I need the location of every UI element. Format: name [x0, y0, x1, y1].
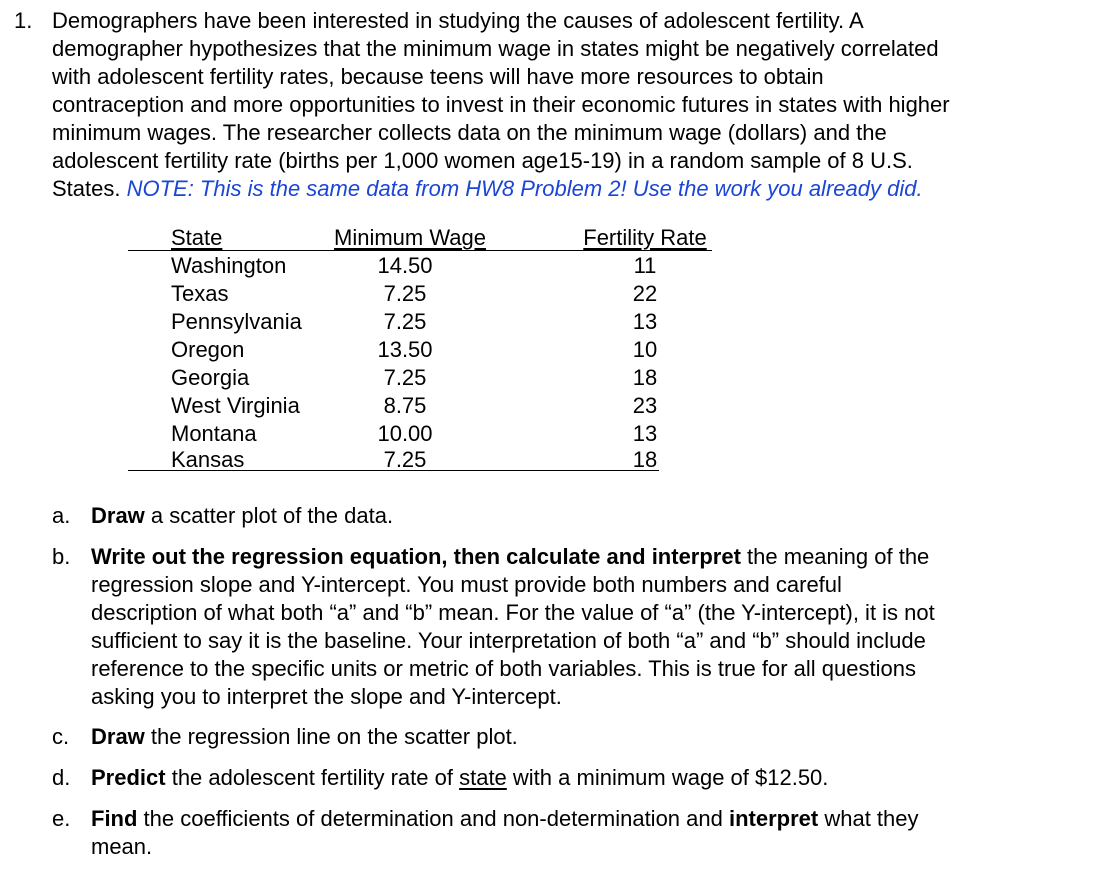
table-cell-state: West Virginia [171, 393, 300, 418]
table-cell-rate: 23 [632, 393, 658, 418]
underlined-word: state [459, 765, 507, 790]
question-text [91, 723, 1051, 751]
question-keyword: Predict [91, 765, 166, 790]
table-cell-wage: 7.25 [383, 447, 427, 472]
intro-last-line-prefix: States. [52, 176, 127, 201]
table-cell-state: Georgia [171, 365, 250, 390]
question-keyword: Draw [91, 503, 145, 528]
table-cell-wage: 14.50 [377, 253, 433, 278]
table-cell-state: Texas [171, 281, 229, 306]
table-header-wage: Minimum Wage [334, 225, 486, 250]
table-cell-rate: 11 [633, 253, 657, 278]
table-cell-state: Pennsylvania [171, 309, 302, 334]
question-post: what they [818, 806, 919, 831]
question-label: e. [52, 806, 71, 831]
question-line: mean. [91, 834, 153, 859]
question-rest: the meaning of the [740, 544, 930, 569]
question-line: sufficient to say it is the baseline. Your interpretation of both “a” and “b” should include [91, 628, 926, 653]
question-line: regression slope and Y-intercept. You must provide both numbers and careful [91, 572, 842, 597]
question-mid: the coefficients of determination and non-determination and [137, 806, 729, 831]
table-cell-state: Washington [171, 253, 287, 278]
table-cell-state: Kansas [171, 447, 245, 472]
question-pre: the adolescent fertility rate of [165, 765, 460, 790]
intro-line: adolescent fertility rate (births per 1,000 women age15-19) in a random sample of 8 U.S. [52, 148, 913, 173]
intro-line: with adolescent fertility rates, because teens will have more resources to obtain [52, 64, 824, 89]
table-cell-state: Montana [171, 421, 257, 446]
question-text [91, 543, 1051, 711]
table-cell-wage: 7.25 [383, 365, 427, 390]
table-cell-wage: 13.50 [377, 337, 433, 362]
table-cell-wage: 7.25 [383, 309, 427, 334]
table-header-state: State [171, 225, 223, 250]
intro-line: demographer hypothesizes that the minimum wage in states might be negatively correlated [52, 36, 939, 61]
note-text: NOTE: This is the same data from HW8 Problem 2! Use the work you already did. [126, 176, 923, 201]
intro-last-line [52, 175, 1082, 203]
question-keyword: Find [91, 806, 138, 831]
intro-line: minimum wages. The researcher collects data on the minimum wage (dollars) and the [52, 120, 887, 145]
question-label: c. [52, 724, 70, 749]
table-cell-state: Oregon [171, 337, 245, 362]
table-cell-rate: 13 [632, 309, 658, 334]
question-keyword: Write out the regression equation, then calculate and interpret [91, 544, 741, 569]
question-rest: a scatter plot of the data. [144, 503, 394, 528]
problem-number: 1. [14, 8, 33, 33]
table-cell-wage: 8.75 [383, 393, 427, 418]
question-keyword-2: interpret [728, 806, 819, 831]
question-line: reference to the specific units or metric of both variables. This is true for all questions [91, 656, 916, 681]
question-post: with a minimum wage of $12.50. [506, 765, 829, 790]
table-cell-rate: 10 [632, 337, 658, 362]
table-cell-wage: 10.00 [377, 421, 433, 446]
intro-line: Demographers have been interested in studying the causes of adolescent fertility. A [52, 8, 864, 33]
table-cell-rate: 18 [632, 447, 658, 472]
question-line: asking you to interpret the slope and Y-intercept. [91, 684, 562, 709]
question-keyword: Draw [91, 724, 145, 749]
question-label: b. [52, 544, 71, 569]
question-rest: the regression line on the scatter plot. [144, 724, 518, 749]
question-label: d. [52, 765, 71, 790]
table-cell-rate: 13 [632, 421, 658, 446]
question-text [91, 805, 1051, 861]
table-cell-wage: 7.25 [383, 281, 427, 306]
question-label: a. [52, 503, 71, 528]
table-header-rate: Fertility Rate [583, 225, 707, 250]
question-line: description of what both “a” and “b” mean. For the value of “a” (the Y-intercept), it is not [91, 600, 935, 625]
intro-line: contraception and more opportunities to invest in their economic futures in states with higher [52, 92, 950, 117]
question-text [91, 764, 1051, 792]
table-cell-rate: 18 [632, 365, 658, 390]
question-text [91, 502, 1051, 530]
table-cell-rate: 22 [632, 281, 658, 306]
problem-intro [52, 7, 1082, 203]
